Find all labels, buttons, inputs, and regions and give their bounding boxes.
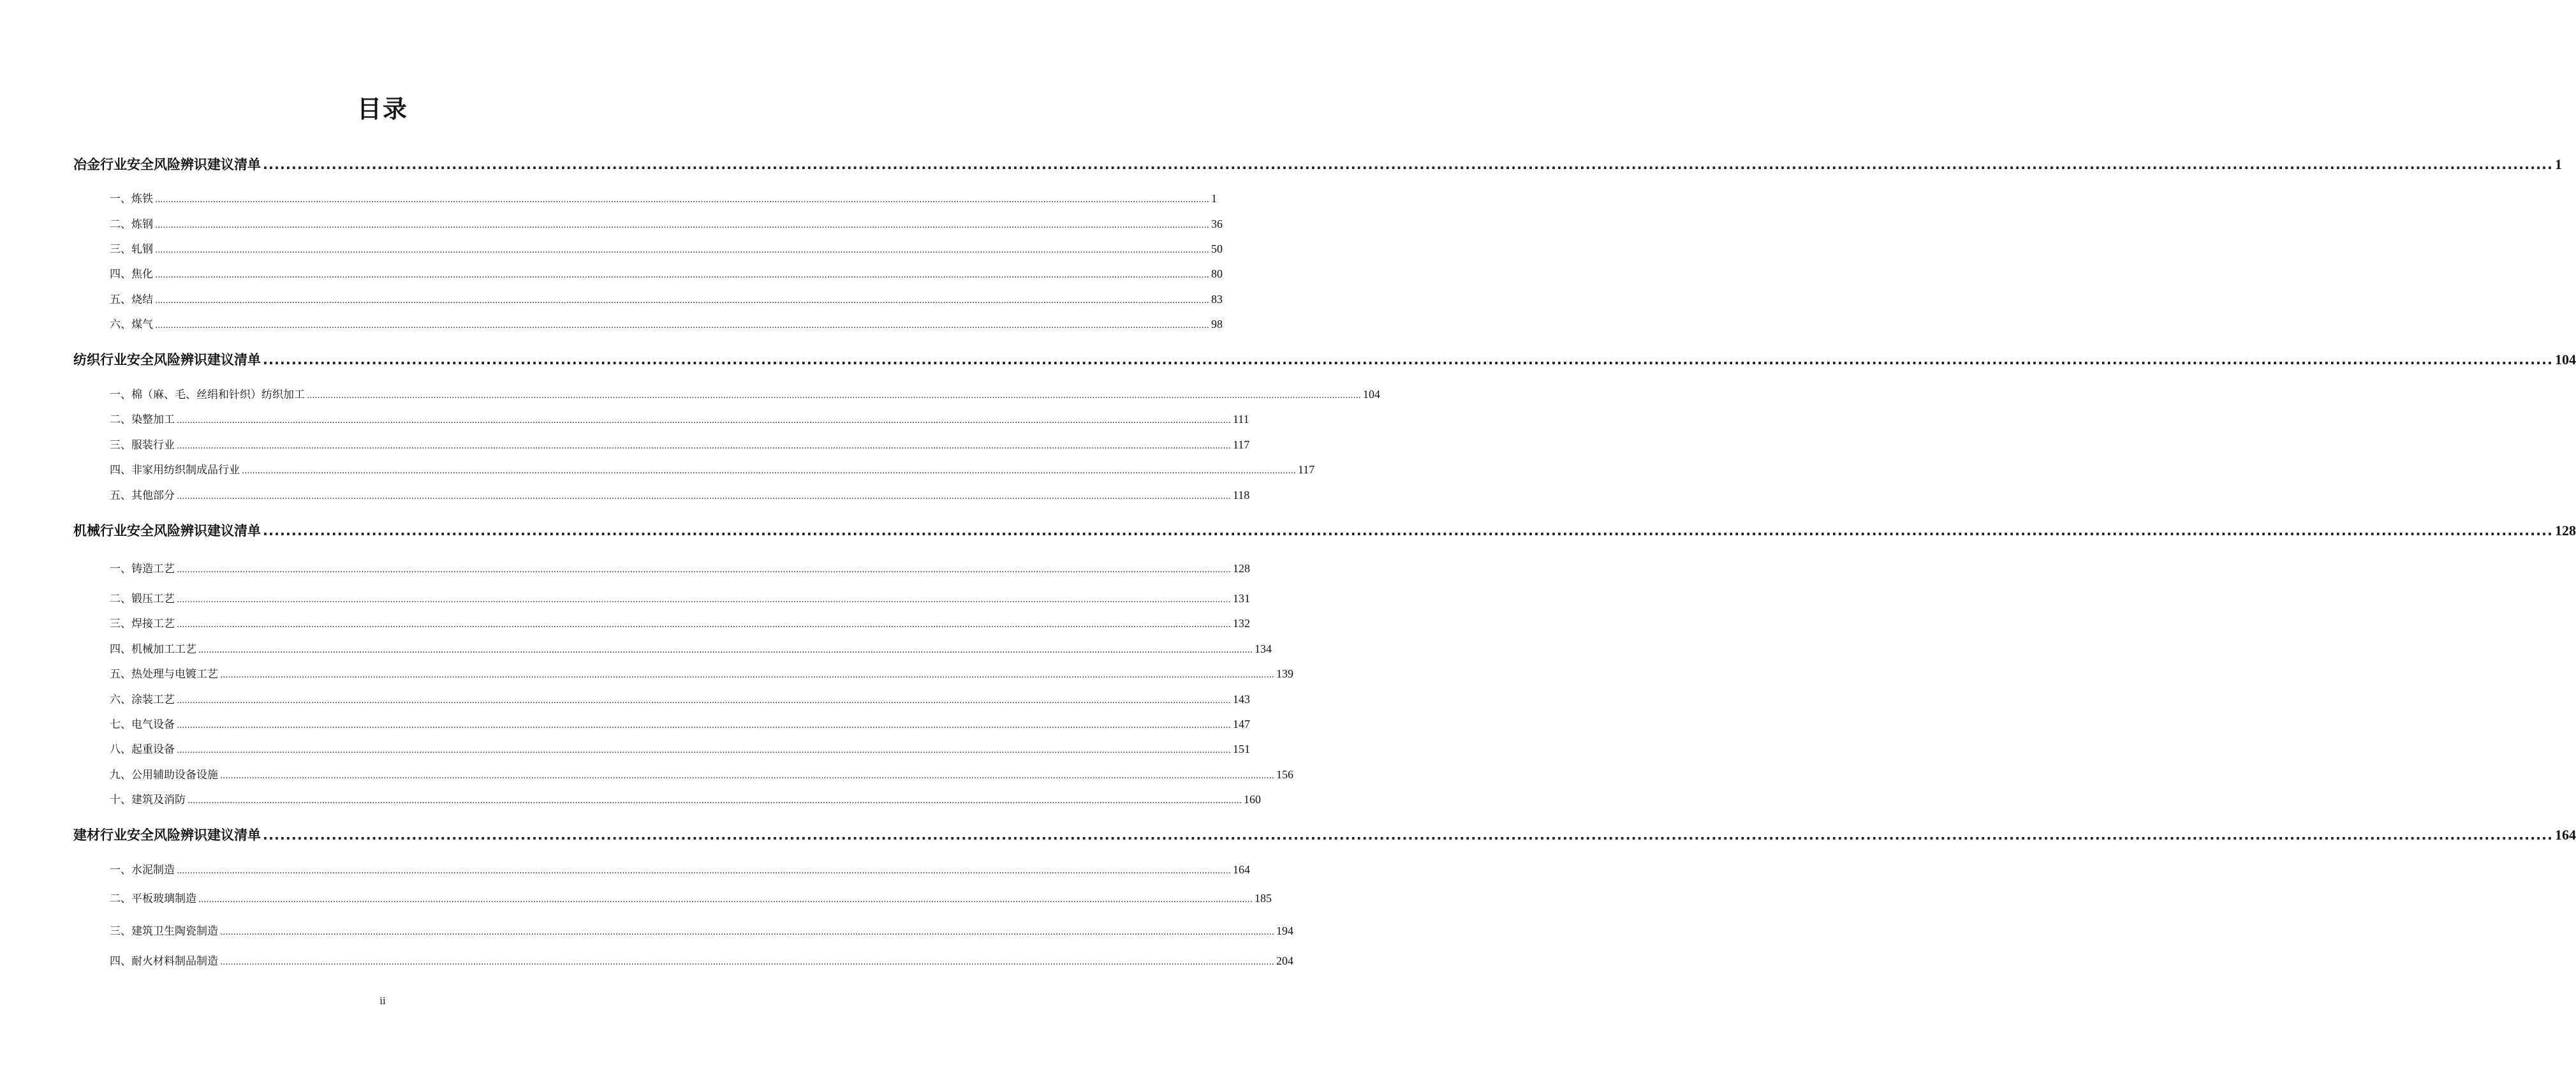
toc-item-entry[interactable] <box>110 265 1223 281</box>
toc-item-page: 80 <box>1211 267 1223 280</box>
dot-leader: ................................................................................................................................................................................................................................................................................................................................................................................................................ <box>155 246 1209 255</box>
toc-item-page: 117 <box>1297 463 1315 476</box>
dot-leader: ................................................................................................................................................................................................................................................................................................................................................................................................................ <box>155 195 1209 205</box>
toc-section-entry[interactable] <box>73 521 2576 540</box>
toc-item-page: 185 <box>1254 892 1272 905</box>
toc-item-label: 四、焦化 <box>110 268 153 281</box>
toc-item-page: 139 <box>1276 667 1293 680</box>
toc-item-entry[interactable] <box>110 486 1250 502</box>
toc-item-entry[interactable] <box>110 589 1250 605</box>
dot-leader: ................................................................................................................................................................................................................................................................................................................................................................................................................ <box>177 595 1231 605</box>
toc-item-page: 156 <box>1276 768 1293 781</box>
toc-section-label: 冶金行业安全风险辨识建议清单 <box>73 157 261 172</box>
toc-item-page: 98 <box>1211 318 1223 330</box>
toc-item-page: 134 <box>1254 642 1272 655</box>
toc-item-label: 四、非家用纺织制成品行业 <box>110 464 240 477</box>
toc-item-entry[interactable] <box>110 790 1261 806</box>
dot-leader: ................................................................................................................................................................................................................................................................................................................................................................................................................ <box>242 466 1296 476</box>
toc-item-entry[interactable] <box>110 690 1250 706</box>
toc-item-page: 111 <box>1232 413 1249 426</box>
toc-item-entry[interactable] <box>110 614 1250 630</box>
toc-item-label: 四、耐火材料制品制造 <box>110 955 218 968</box>
toc-item-page: 147 <box>1232 718 1250 730</box>
toc-item-page: 117 <box>1232 438 1250 451</box>
dot-leader: ................................................................................................................................................................................................................................................................................................................................................................................................................ <box>155 321 1209 330</box>
toc-item-entry[interactable] <box>110 560 1250 575</box>
toc-item-label: 六、煤气 <box>110 318 153 331</box>
toc-item-page: 194 <box>1276 924 1293 937</box>
dot-leader: ................................................................................................................................................................................................................................................................................................................................................................................................................ <box>220 771 1274 781</box>
dot-leader: ................................................................................................................................................................................................................................................................................................................................................................................................................ <box>177 696 1231 706</box>
toc-item-page: 151 <box>1232 743 1250 755</box>
dot-leader: ................................................................................................................................................................................................................................................................................................................................................................................................................ <box>155 296 1209 306</box>
toc-item-page: 204 <box>1276 954 1293 967</box>
toc-item-entry[interactable] <box>110 715 1250 731</box>
toc-item-entry[interactable] <box>110 665 1293 681</box>
page-title: 目录 <box>357 95 408 123</box>
toc-item-label: 二、平板玻璃制造 <box>110 893 196 905</box>
dot-leader: ................................................................................................................................................................................................................................................................................................................................................................................................................ <box>220 928 1274 937</box>
toc-section-label: 建材行业安全风险辨识建议清单 <box>73 827 261 843</box>
toc-item-page: 132 <box>1232 617 1250 630</box>
dot-leader: ................................................................................................................................................................................................................................................................................................................................................................................................................ <box>263 523 2554 538</box>
toc-item-entry[interactable] <box>110 215 1223 231</box>
toc-item-label: 二、锻压工艺 <box>110 593 175 605</box>
dot-leader: ................................................................................................................................................................................................................................................................................................................................................................................................................ <box>263 352 2554 367</box>
dot-leader: ................................................................................................................................................................................................................................................................................................................................................................................................................ <box>177 620 1231 630</box>
toc-item-label: 三、服装行业 <box>110 439 175 452</box>
dot-leader: ................................................................................................................................................................................................................................................................................................................................................................................................................ <box>307 391 1361 401</box>
toc-item-label: 十、建筑及消防 <box>110 794 186 806</box>
toc-section-page: 1 <box>2555 156 2563 172</box>
toc-item-label: 五、热处理与电镀工艺 <box>110 668 218 681</box>
toc-item-label: 七、电气设备 <box>110 718 175 731</box>
dot-leader: ................................................................................................................................................................................................................................................................................................................................................................................................................ <box>198 895 1253 905</box>
dot-leader: ................................................................................................................................................................................................................................................................................................................................................................................................................ <box>188 796 1242 806</box>
toc-item-label: 四、机械加工工艺 <box>110 643 196 656</box>
toc-item-label: 五、其他部分 <box>110 489 175 502</box>
toc-item-page: 160 <box>1243 793 1261 806</box>
toc-item-label: 六、涂装工艺 <box>110 693 175 706</box>
toc-section-label: 纺织行业安全风险辨识建议清单 <box>73 352 261 367</box>
dot-leader: ................................................................................................................................................................................................................................................................................................................................................................................................................ <box>198 646 1253 655</box>
toc-item-label: 五、烧结 <box>110 293 153 306</box>
dot-leader: ................................................................................................................................................................................................................................................................................................................................................................................................................ <box>220 671 1274 680</box>
toc-item-entry[interactable] <box>110 436 1250 452</box>
dot-leader: ................................................................................................................................................................................................................................................................................................................................................................................................................ <box>177 416 1231 426</box>
toc-section-entry[interactable] <box>73 350 2576 369</box>
toc-item-entry[interactable] <box>110 189 1217 205</box>
toc-item-label: 二、炼钢 <box>110 218 153 231</box>
toc-item-label: 二、染整加工 <box>110 413 175 426</box>
dot-leader: ................................................................................................................................................................................................................................................................................................................................................................................................................ <box>263 157 2554 172</box>
toc-section-label: 机械行业安全风险辨识建议清单 <box>73 523 261 538</box>
dot-leader: ................................................................................................................................................................................................................................................................................................................................................................................................................ <box>263 827 2554 843</box>
dot-leader: ................................................................................................................................................................................................................................................................................................................................................................................................................ <box>220 958 1274 967</box>
toc-item-page: 50 <box>1211 242 1223 255</box>
page-number: ii <box>379 995 386 1007</box>
toc-item-label: 三、轧钢 <box>110 243 153 256</box>
toc-item-page: 104 <box>1362 388 1380 401</box>
toc-item-entry[interactable] <box>110 461 1315 477</box>
toc-item-entry[interactable] <box>110 290 1223 306</box>
toc-item-label: 一、铸造工艺 <box>110 563 175 575</box>
toc-section-page: 128 <box>2555 522 2576 538</box>
dot-leader: ................................................................................................................................................................................................................................................................................................................................................................................................................ <box>177 565 1231 575</box>
toc-item-label: 一、炼铁 <box>110 193 153 205</box>
toc-item-label: 三、焊接工艺 <box>110 618 175 630</box>
dot-leader: ................................................................................................................................................................................................................................................................................................................................................................................................................ <box>177 746 1231 755</box>
toc-item-page: 143 <box>1232 693 1250 706</box>
toc-item-page: 164 <box>1232 863 1250 876</box>
toc-item-label: 一、水泥制造 <box>110 864 175 877</box>
toc-item-label: 三、建筑卫生陶瓷制造 <box>110 925 218 938</box>
dot-leader: ................................................................................................................................................................................................................................................................................................................................................................................................................ <box>155 270 1209 280</box>
toc-item-page: 1 <box>1211 192 1217 205</box>
toc-item-page: 128 <box>1232 562 1250 575</box>
toc-section-page: 164 <box>2555 827 2576 843</box>
dot-leader: ................................................................................................................................................................................................................................................................................................................................................................................................................ <box>177 721 1231 730</box>
toc-item-entry[interactable] <box>110 410 1249 426</box>
toc-item-entry[interactable] <box>110 315 1223 331</box>
toc-section-entry[interactable] <box>73 154 2563 174</box>
toc-item-entry[interactable] <box>110 385 1380 401</box>
toc-item-label: 九、公用辅助设备设施 <box>110 769 218 782</box>
toc-item-entry[interactable] <box>110 889 1272 905</box>
dot-leader: ................................................................................................................................................................................................................................................................................................................................................................................................................ <box>177 441 1231 451</box>
toc-item-entry[interactable] <box>110 952 1293 968</box>
toc-item-page: 36 <box>1211 218 1223 230</box>
toc-item-entry[interactable] <box>110 640 1272 656</box>
toc-item-entry[interactable] <box>110 240 1223 256</box>
toc-item-entry[interactable] <box>110 740 1250 756</box>
toc-item-entry[interactable] <box>110 861 1250 877</box>
toc-item-page: 131 <box>1232 592 1250 605</box>
toc-item-page: 118 <box>1232 489 1250 501</box>
toc-section-page: 104 <box>2555 352 2576 367</box>
dot-leader: ................................................................................................................................................................................................................................................................................................................................................................................................................ <box>177 492 1231 501</box>
dot-leader: ................................................................................................................................................................................................................................................................................................................................................................................................................ <box>177 866 1231 876</box>
toc-item-entry[interactable] <box>110 766 1293 782</box>
toc-item-label: 八、起重设备 <box>110 743 175 756</box>
toc-item-label: 一、棉（麻、毛、丝绢和针织）纺织加工 <box>110 389 305 401</box>
toc-section-entry[interactable] <box>73 825 2576 844</box>
dot-leader: ................................................................................................................................................................................................................................................................................................................................................................................................................ <box>155 221 1209 230</box>
toc-item-page: 83 <box>1211 293 1223 306</box>
toc-item-entry[interactable] <box>110 922 1293 938</box>
